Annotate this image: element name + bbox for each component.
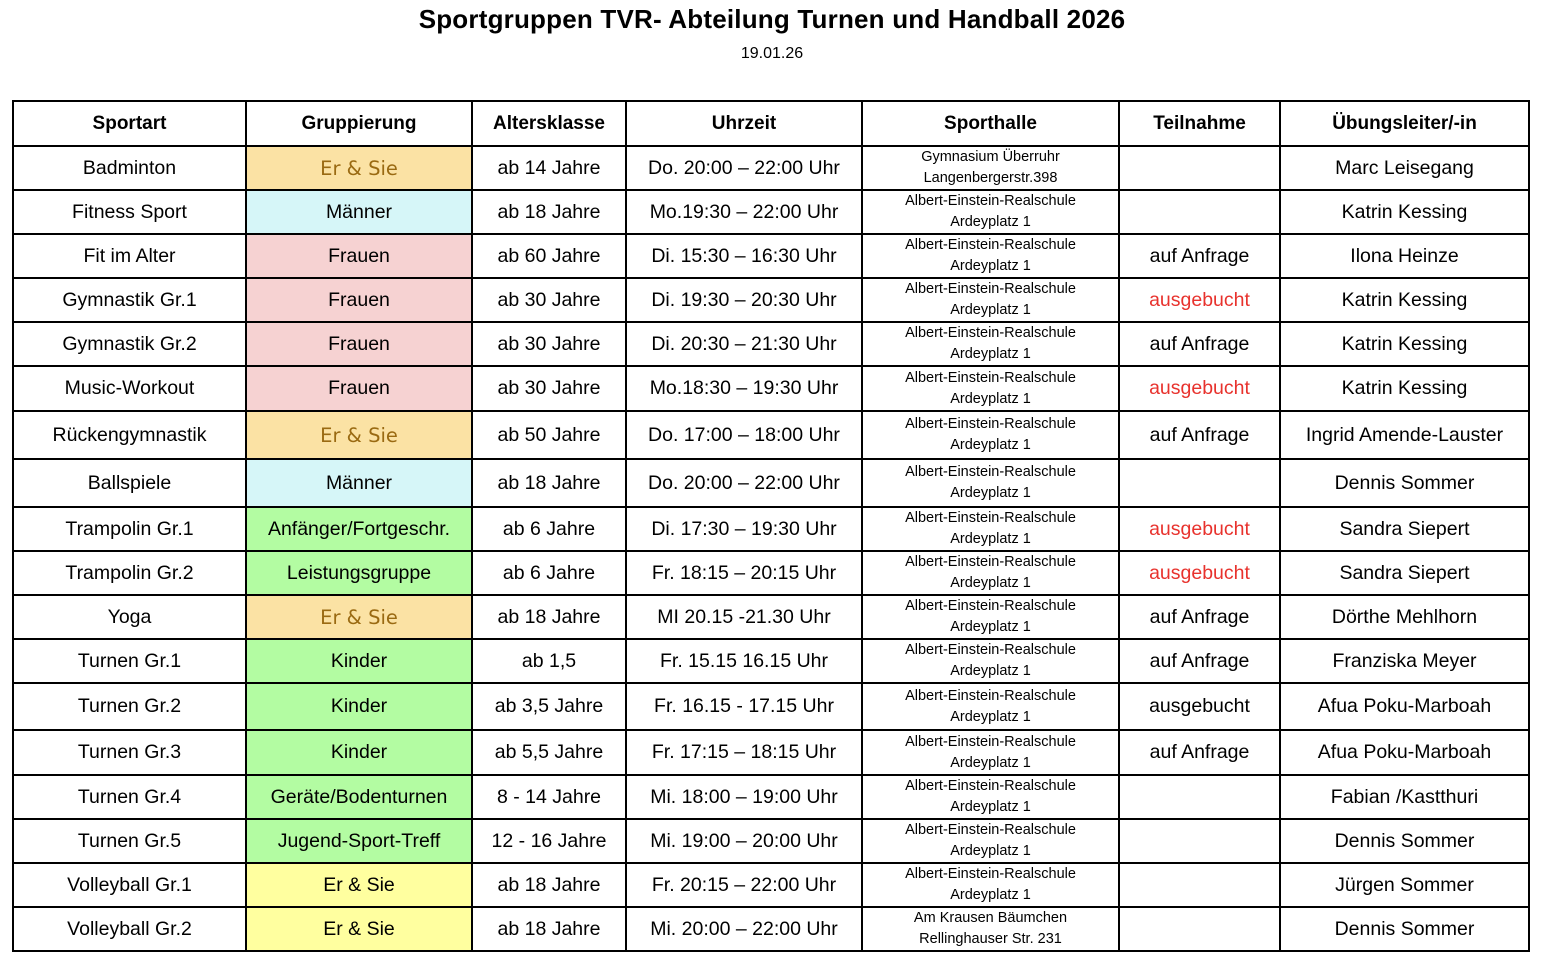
cell-teilnahme: ausgebucht [1119, 683, 1280, 730]
cell-uebungsleitung: Katrin Kessing [1280, 190, 1529, 234]
table-row [13, 683, 1529, 730]
cell-uhrzeit: Do. 20:00 – 22:00 Uhr [626, 459, 862, 507]
cell-teilnahme [1119, 907, 1280, 951]
hall-name: Albert-Einstein-Realschule [905, 464, 1076, 480]
cell-uebungsleitung: Katrin Kessing [1280, 366, 1529, 411]
column-header-sportart: Sportart [13, 101, 246, 146]
cell-sportart: Volleyball Gr.1 [13, 863, 246, 907]
table-row [13, 146, 1529, 190]
cell-teilnahme: auf Anfrage [1119, 411, 1280, 459]
cell-uebungsleitung: Fabian /Kastthuri [1280, 775, 1529, 819]
cell-teilnahme: ausgebucht [1119, 278, 1280, 322]
cell-altersklasse: ab 60 Jahre [472, 234, 626, 278]
cell-uhrzeit: Mo.19:30 – 22:00 Uhr [626, 190, 862, 234]
table-row [13, 730, 1529, 775]
column-header-teilnahme: Teilnahme [1119, 101, 1280, 146]
cell-teilnahme: ausgebucht [1119, 551, 1280, 595]
cell-sportart: Turnen Gr.5 [13, 819, 246, 863]
cell-sporthalle [862, 819, 1119, 863]
cell-gruppierung: Kinder [246, 683, 472, 730]
cell-gruppierung: Frauen [246, 278, 472, 322]
hall-name: Albert-Einstein-Realschule [905, 866, 1076, 882]
cell-altersklasse: ab 18 Jahre [472, 863, 626, 907]
cell-uebungsleitung: Jürgen Sommer [1280, 863, 1529, 907]
hall-address: Ardeyplatz 1 [950, 575, 1031, 591]
cell-uebungsleitung: Dörthe Mehlhorn [1280, 595, 1529, 639]
table-row [13, 411, 1529, 459]
hall-address: Ardeyplatz 1 [950, 887, 1031, 903]
cell-uhrzeit: Di. 20:30 – 21:30 Uhr [626, 322, 862, 366]
cell-teilnahme [1119, 863, 1280, 907]
hall-name: Albert-Einstein-Realschule [905, 416, 1076, 432]
cell-sporthalle [862, 234, 1119, 278]
column-header-altersklasse: Altersklasse [472, 101, 626, 146]
cell-teilnahme: auf Anfrage [1119, 595, 1280, 639]
cell-altersklasse: ab 30 Jahre [472, 278, 626, 322]
cell-sportart: Rückengymnastik [13, 411, 246, 459]
cell-uhrzeit: Fr. 16.15 - 17.15 Uhr [626, 683, 862, 730]
table-row [13, 819, 1529, 863]
table-row [13, 775, 1529, 819]
hall-name: Albert-Einstein-Realschule [905, 510, 1076, 526]
hall-name: Albert-Einstein-Realschule [905, 822, 1076, 838]
cell-altersklasse: ab 3,5 Jahre [472, 683, 626, 730]
cell-teilnahme [1119, 146, 1280, 190]
cell-sportart: Yoga [13, 595, 246, 639]
cell-teilnahme: auf Anfrage [1119, 234, 1280, 278]
cell-gruppierung: Frauen [246, 234, 472, 278]
cell-gruppierung: Er & Sie [246, 863, 472, 907]
cell-uhrzeit: Di. 15:30 – 16:30 Uhr [626, 234, 862, 278]
cell-sporthalle [862, 190, 1119, 234]
page-title: Sportgruppen TVR- Abteilung Turnen und Handball 2026 [418, 4, 1126, 34]
hall-name: Albert-Einstein-Realschule [905, 193, 1076, 209]
cell-teilnahme [1119, 459, 1280, 507]
hall-address: Ardeyplatz 1 [950, 302, 1031, 318]
cell-uebungsleitung: Ingrid Amende-Lauster [1280, 411, 1529, 459]
hall-address: Ardeyplatz 1 [950, 799, 1031, 815]
cell-altersklasse: ab 50 Jahre [472, 411, 626, 459]
cell-teilnahme: ausgebucht [1119, 366, 1280, 411]
cell-gruppierung: Männer [246, 459, 472, 507]
header-row [13, 101, 1529, 146]
column-header-gruppierung: Gruppierung [246, 101, 472, 146]
hall-address: Ardeyplatz 1 [950, 437, 1031, 453]
hall-name: Albert-Einstein-Realschule [905, 325, 1076, 341]
table-row [13, 907, 1529, 951]
hall-address: Ardeyplatz 1 [950, 214, 1031, 230]
cell-teilnahme: ausgebucht [1119, 507, 1280, 551]
cell-sporthalle [862, 146, 1119, 190]
cell-gruppierung: Kinder [246, 639, 472, 683]
cell-sportart: Gymnastik Gr.2 [13, 322, 246, 366]
table-row [13, 863, 1529, 907]
table-row [13, 278, 1529, 322]
cell-sporthalle [862, 366, 1119, 411]
cell-sporthalle [862, 730, 1119, 775]
cell-sportart: Trampolin Gr.1 [13, 507, 246, 551]
hall-name: Albert-Einstein-Realschule [905, 369, 1076, 386]
hall-address: Ardeyplatz 1 [950, 843, 1031, 859]
cell-sporthalle [862, 507, 1119, 551]
cell-uebungsleitung: Katrin Kessing [1280, 322, 1529, 366]
cell-uebungsleitung: Afua Poku-Marboah [1280, 730, 1529, 775]
cell-uebungsleitung: Franziska Meyer [1280, 639, 1529, 683]
cell-altersklasse: ab 6 Jahre [472, 507, 626, 551]
cell-sportart: Turnen Gr.1 [13, 639, 246, 683]
cell-sporthalle [862, 863, 1119, 907]
cell-uebungsleitung: Dennis Sommer [1280, 459, 1529, 507]
cell-uhrzeit: MI 20.15 -21.30 Uhr [626, 595, 862, 639]
table-row [13, 366, 1529, 411]
cell-gruppierung: Frauen [246, 366, 472, 411]
cell-teilnahme: auf Anfrage [1119, 639, 1280, 683]
hall-address: Ardeyplatz 1 [950, 754, 1031, 771]
cell-sporthalle [862, 683, 1119, 730]
cell-uebungsleitung: Katrin Kessing [1280, 278, 1529, 322]
cell-uhrzeit: Mo.18:30 – 19:30 Uhr [626, 366, 862, 411]
hall-name: Albert-Einstein-Realschule [905, 778, 1076, 794]
cell-uebungsleitung: Sandra Siepert [1280, 551, 1529, 595]
cell-altersklasse: ab 18 Jahre [472, 907, 626, 951]
hall-name: Albert-Einstein-Realschule [905, 598, 1076, 614]
column-header-uhrzeit: Uhrzeit [626, 101, 862, 146]
cell-sportart: Fitness Sport [13, 190, 246, 234]
cell-gruppierung: Männer [246, 190, 472, 234]
cell-altersklasse: 8 - 14 Jahre [472, 775, 626, 819]
cell-gruppierung: Er & Sie [246, 411, 472, 459]
cell-teilnahme: auf Anfrage [1119, 730, 1280, 775]
cell-uhrzeit: Mi. 19:00 – 20:00 Uhr [626, 819, 862, 863]
cell-sportart: Trampolin Gr.2 [13, 551, 246, 595]
hall-name: Albert-Einstein-Realschule [905, 554, 1076, 570]
cell-sporthalle [862, 595, 1119, 639]
table-row [13, 639, 1529, 683]
column-header-uebungsleitung: Übungsleiter/-in [1280, 101, 1529, 146]
table-row [13, 190, 1529, 234]
hall-address: Ardeyplatz 1 [950, 485, 1031, 501]
cell-uebungsleitung: Dennis Sommer [1280, 907, 1529, 951]
cell-sportart: Music-Workout [13, 366, 246, 411]
cell-sportart: Turnen Gr.3 [13, 730, 246, 775]
cell-sporthalle [862, 411, 1119, 459]
table-row [13, 551, 1529, 595]
cell-sportart: Turnen Gr.2 [13, 683, 246, 730]
table-row [13, 322, 1529, 366]
cell-sportart: Ballspiele [13, 459, 246, 507]
hall-address: Ardeyplatz 1 [950, 258, 1031, 274]
cell-sporthalle [862, 551, 1119, 595]
cell-gruppierung: Er & Sie [246, 907, 472, 951]
cell-gruppierung: Er & Sie [246, 595, 472, 639]
cell-uhrzeit: Fr. 18:15 – 20:15 Uhr [626, 551, 862, 595]
hall-name: Gymnasium Überruhr [921, 149, 1060, 165]
hall-name: Albert-Einstein-Realschule [905, 687, 1076, 704]
table-row [13, 459, 1529, 507]
cell-uebungsleitung: Afua Poku-Marboah [1280, 683, 1529, 730]
cell-sporthalle [862, 639, 1119, 683]
cell-gruppierung: Jugend-Sport-Treff [246, 819, 472, 863]
cell-sportart: Badminton [13, 146, 246, 190]
cell-sporthalle [862, 907, 1119, 951]
cell-gruppierung: Kinder [246, 730, 472, 775]
hall-address: Ardeyplatz 1 [950, 390, 1031, 407]
cell-gruppierung: Geräte/Bodenturnen [246, 775, 472, 819]
cell-uebungsleitung: Ilona Heinze [1280, 234, 1529, 278]
cell-altersklasse: ab 1,5 [472, 639, 626, 683]
cell-altersklasse: ab 30 Jahre [472, 322, 626, 366]
cell-sportart: Gymnastik Gr.1 [13, 278, 246, 322]
cell-altersklasse: ab 18 Jahre [472, 459, 626, 507]
cell-altersklasse: ab 18 Jahre [472, 595, 626, 639]
cell-sporthalle [862, 775, 1119, 819]
cell-teilnahme [1119, 190, 1280, 234]
cell-gruppierung: Anfänger/Fortgeschr. [246, 507, 472, 551]
cell-sporthalle [862, 278, 1119, 322]
cell-uhrzeit: Mi. 20:00 – 22:00 Uhr [626, 907, 862, 951]
cell-gruppierung: Er & Sie [246, 146, 472, 190]
hall-name: Am Krausen Bäumchen [913, 910, 1068, 926]
document-date: 19.01.26 [740, 45, 804, 62]
table-row [13, 507, 1529, 551]
table-row [13, 595, 1529, 639]
cell-altersklasse: ab 18 Jahre [472, 190, 626, 234]
cell-gruppierung: Frauen [246, 322, 472, 366]
cell-altersklasse: ab 6 Jahre [472, 551, 626, 595]
cell-uhrzeit: Do. 20:00 – 22:00 Uhr [626, 146, 862, 190]
cell-teilnahme [1119, 775, 1280, 819]
hall-address: Ardeyplatz 1 [950, 708, 1031, 725]
cell-uhrzeit: Fr. 15.15 16.15 Uhr [626, 639, 862, 683]
cell-uhrzeit: Do. 17:00 – 18:00 Uhr [626, 411, 862, 459]
table-row [13, 234, 1529, 278]
hall-address: Ardeyplatz 1 [950, 531, 1031, 547]
sportgroups-table [12, 100, 1530, 952]
cell-sporthalle [862, 322, 1119, 366]
cell-uhrzeit: Fr. 20:15 – 22:00 Uhr [626, 863, 862, 907]
cell-sporthalle [862, 459, 1119, 507]
cell-gruppierung: Leistungsgruppe [246, 551, 472, 595]
hall-name: Albert-Einstein-Realschule [905, 281, 1076, 297]
cell-uhrzeit: Mi. 18:00 – 19:00 Uhr [626, 775, 862, 819]
hall-address: Langenbergerstr.398 [923, 170, 1058, 186]
cell-altersklasse: ab 30 Jahre [472, 366, 626, 411]
cell-sportart: Volleyball Gr.2 [13, 907, 246, 951]
cell-altersklasse: 12 - 16 Jahre [472, 819, 626, 863]
cell-teilnahme [1119, 819, 1280, 863]
column-header-sporthalle: Sporthalle [862, 101, 1119, 146]
hall-name: Albert-Einstein-Realschule [905, 642, 1076, 658]
hall-name: Albert-Einstein-Realschule [905, 237, 1076, 253]
cell-altersklasse: ab 14 Jahre [472, 146, 626, 190]
cell-uhrzeit: Di. 17:30 – 19:30 Uhr [626, 507, 862, 551]
cell-uebungsleitung: Dennis Sommer [1280, 819, 1529, 863]
cell-uhrzeit: Di. 19:30 – 20:30 Uhr [626, 278, 862, 322]
cell-uebungsleitung: Sandra Siepert [1280, 507, 1529, 551]
hall-address: Ardeyplatz 1 [950, 663, 1031, 679]
cell-teilnahme: auf Anfrage [1119, 322, 1280, 366]
cell-altersklasse: ab 5,5 Jahre [472, 730, 626, 775]
hall-name: Albert-Einstein-Realschule [905, 733, 1076, 750]
hall-address: Ardeyplatz 1 [950, 619, 1031, 635]
hall-address: Rellinghauser Str. 231 [919, 931, 1062, 947]
cell-uhrzeit: Fr. 17:15 – 18:15 Uhr [626, 730, 862, 775]
cell-uebungsleitung: Marc Leisegang [1280, 146, 1529, 190]
cell-sportart: Fit im Alter [13, 234, 246, 278]
cell-sportart: Turnen Gr.4 [13, 775, 246, 819]
hall-address: Ardeyplatz 1 [950, 346, 1031, 362]
